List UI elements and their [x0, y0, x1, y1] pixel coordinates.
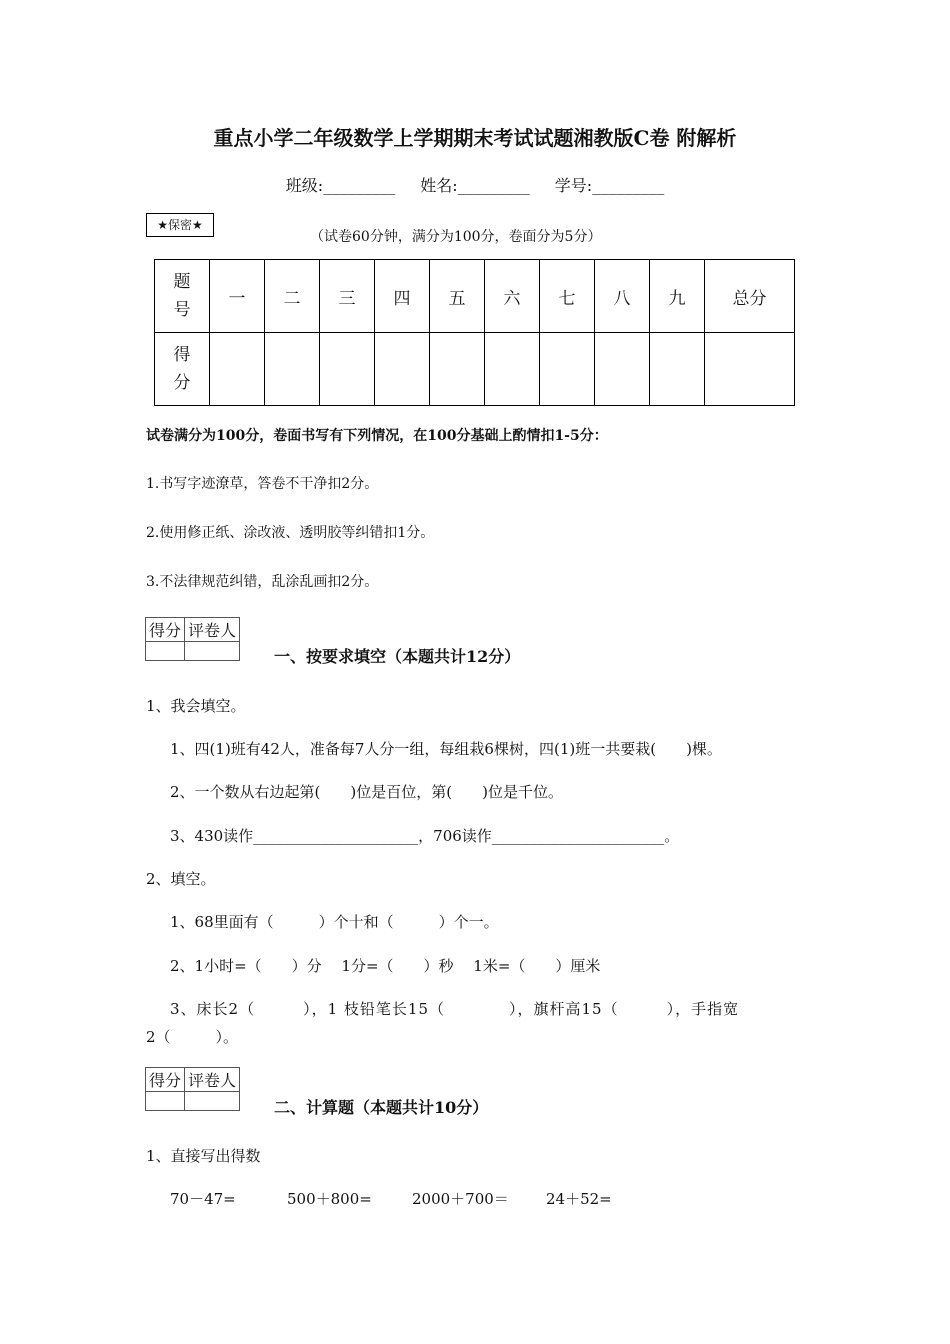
grader-score-label: 得分	[146, 1068, 185, 1092]
score-cell	[320, 333, 375, 406]
class-field: 班级:_________	[285, 176, 396, 195]
score-cell	[485, 333, 540, 406]
calc-question-1: 1、直接写出得数	[146, 1147, 261, 1165]
calc-item: 2000＋700＝	[412, 1190, 509, 1208]
question-1-item: 2、一个数从右边起第( )位是百位，第( )位是千位。	[170, 783, 563, 801]
score-label-bottom: 分	[173, 373, 191, 393]
rule-item: 1.书写字迹潦草，答卷不干净扣2分。	[146, 476, 379, 492]
score-table-header-row	[155, 260, 795, 333]
column-header: 六	[485, 260, 540, 333]
score-label-top: 得	[173, 345, 191, 365]
score-cell-total	[705, 333, 795, 406]
rule-item: 2.使用修正纸、涂改液、透明胶等纠错扣1分。	[146, 525, 435, 541]
rule-item: 3.不法律规范纠错，乱涂乱画扣2分。	[146, 574, 379, 590]
column-header: 八	[595, 260, 650, 333]
grader-score-label: 得分	[146, 618, 185, 642]
score-cell	[375, 333, 430, 406]
column-header: 三	[320, 260, 375, 333]
column-header: 七	[540, 260, 595, 333]
question-2-item: 1、68里面有（ ）个十和（ ）个一。	[170, 913, 499, 931]
grader-score-cell	[146, 1092, 185, 1111]
question-2-item: 2、1小时=（ ）分 1分=（ ）秒 1米=（ ）厘米	[170, 957, 601, 975]
rules-heading: 试卷满分为100分，卷面书写有下列情况，在100分基础上酌情扣1-5分：	[146, 428, 608, 444]
calc-item: 24＋52=	[546, 1190, 612, 1208]
grader-box	[145, 1067, 240, 1111]
header-label-cell	[155, 260, 210, 333]
grader-box	[145, 617, 240, 661]
score-cell	[540, 333, 595, 406]
score-cell	[650, 333, 705, 406]
column-header: 五	[430, 260, 485, 333]
student-id-field: 学号:_________	[554, 176, 665, 195]
header-label-top: 题	[173, 272, 191, 292]
score-cell	[595, 333, 650, 406]
column-header: 一	[210, 260, 265, 333]
grader-reviewer-cell	[185, 1092, 240, 1111]
name-field: 姓名:_________	[420, 176, 530, 195]
question-2-item-cont: 2（ ）。	[146, 1028, 239, 1046]
column-header-total: 总分	[705, 260, 795, 333]
score-label-cell	[155, 333, 210, 406]
question-1: 1、我会填空。	[146, 697, 246, 715]
score-cell	[265, 333, 320, 406]
score-table-score-row	[155, 333, 795, 406]
grader-reviewer-label: 评卷人	[185, 1068, 240, 1092]
grader-score-cell	[146, 642, 185, 661]
grader-reviewer-label: 评卷人	[185, 618, 240, 642]
page-title: 重点小学二年级数学上学期期末考试试题湘教版C卷 附解析	[213, 126, 737, 150]
column-header: 二	[265, 260, 320, 333]
question-1-item: 3、430读作______________________，706读作_______________________。	[170, 827, 680, 845]
grader-reviewer-cell	[185, 642, 240, 661]
calc-item: 500＋800=	[287, 1190, 372, 1208]
exam-note: （试卷60分钟，满分为100分，卷面分为5分）	[310, 229, 602, 245]
column-header: 九	[650, 260, 705, 333]
student-info	[0, 173, 950, 196]
header-label-bottom: 号	[173, 300, 191, 320]
section-2-title: 二、计算题（本题共计10分）	[274, 1098, 489, 1117]
question-2-item: 3、床长2（ ），1 枝铅笔长15（ ），旗杆高15（ ），手指宽	[170, 1000, 740, 1018]
score-table	[154, 259, 795, 406]
question-2: 2、填空。	[146, 870, 216, 888]
question-1-item: 1、四(1)班有42人，准备每7人分一组，每组栽6棵树，四(1)班一共要栽( )棵。	[170, 740, 722, 758]
column-header: 四	[375, 260, 430, 333]
score-cell	[210, 333, 265, 406]
section-1-title: 一、按要求填空（本题共计12分）	[274, 647, 521, 666]
secret-badge: ★保密★	[146, 213, 214, 237]
calc-item: 70－47=	[170, 1190, 236, 1208]
score-cell	[430, 333, 485, 406]
